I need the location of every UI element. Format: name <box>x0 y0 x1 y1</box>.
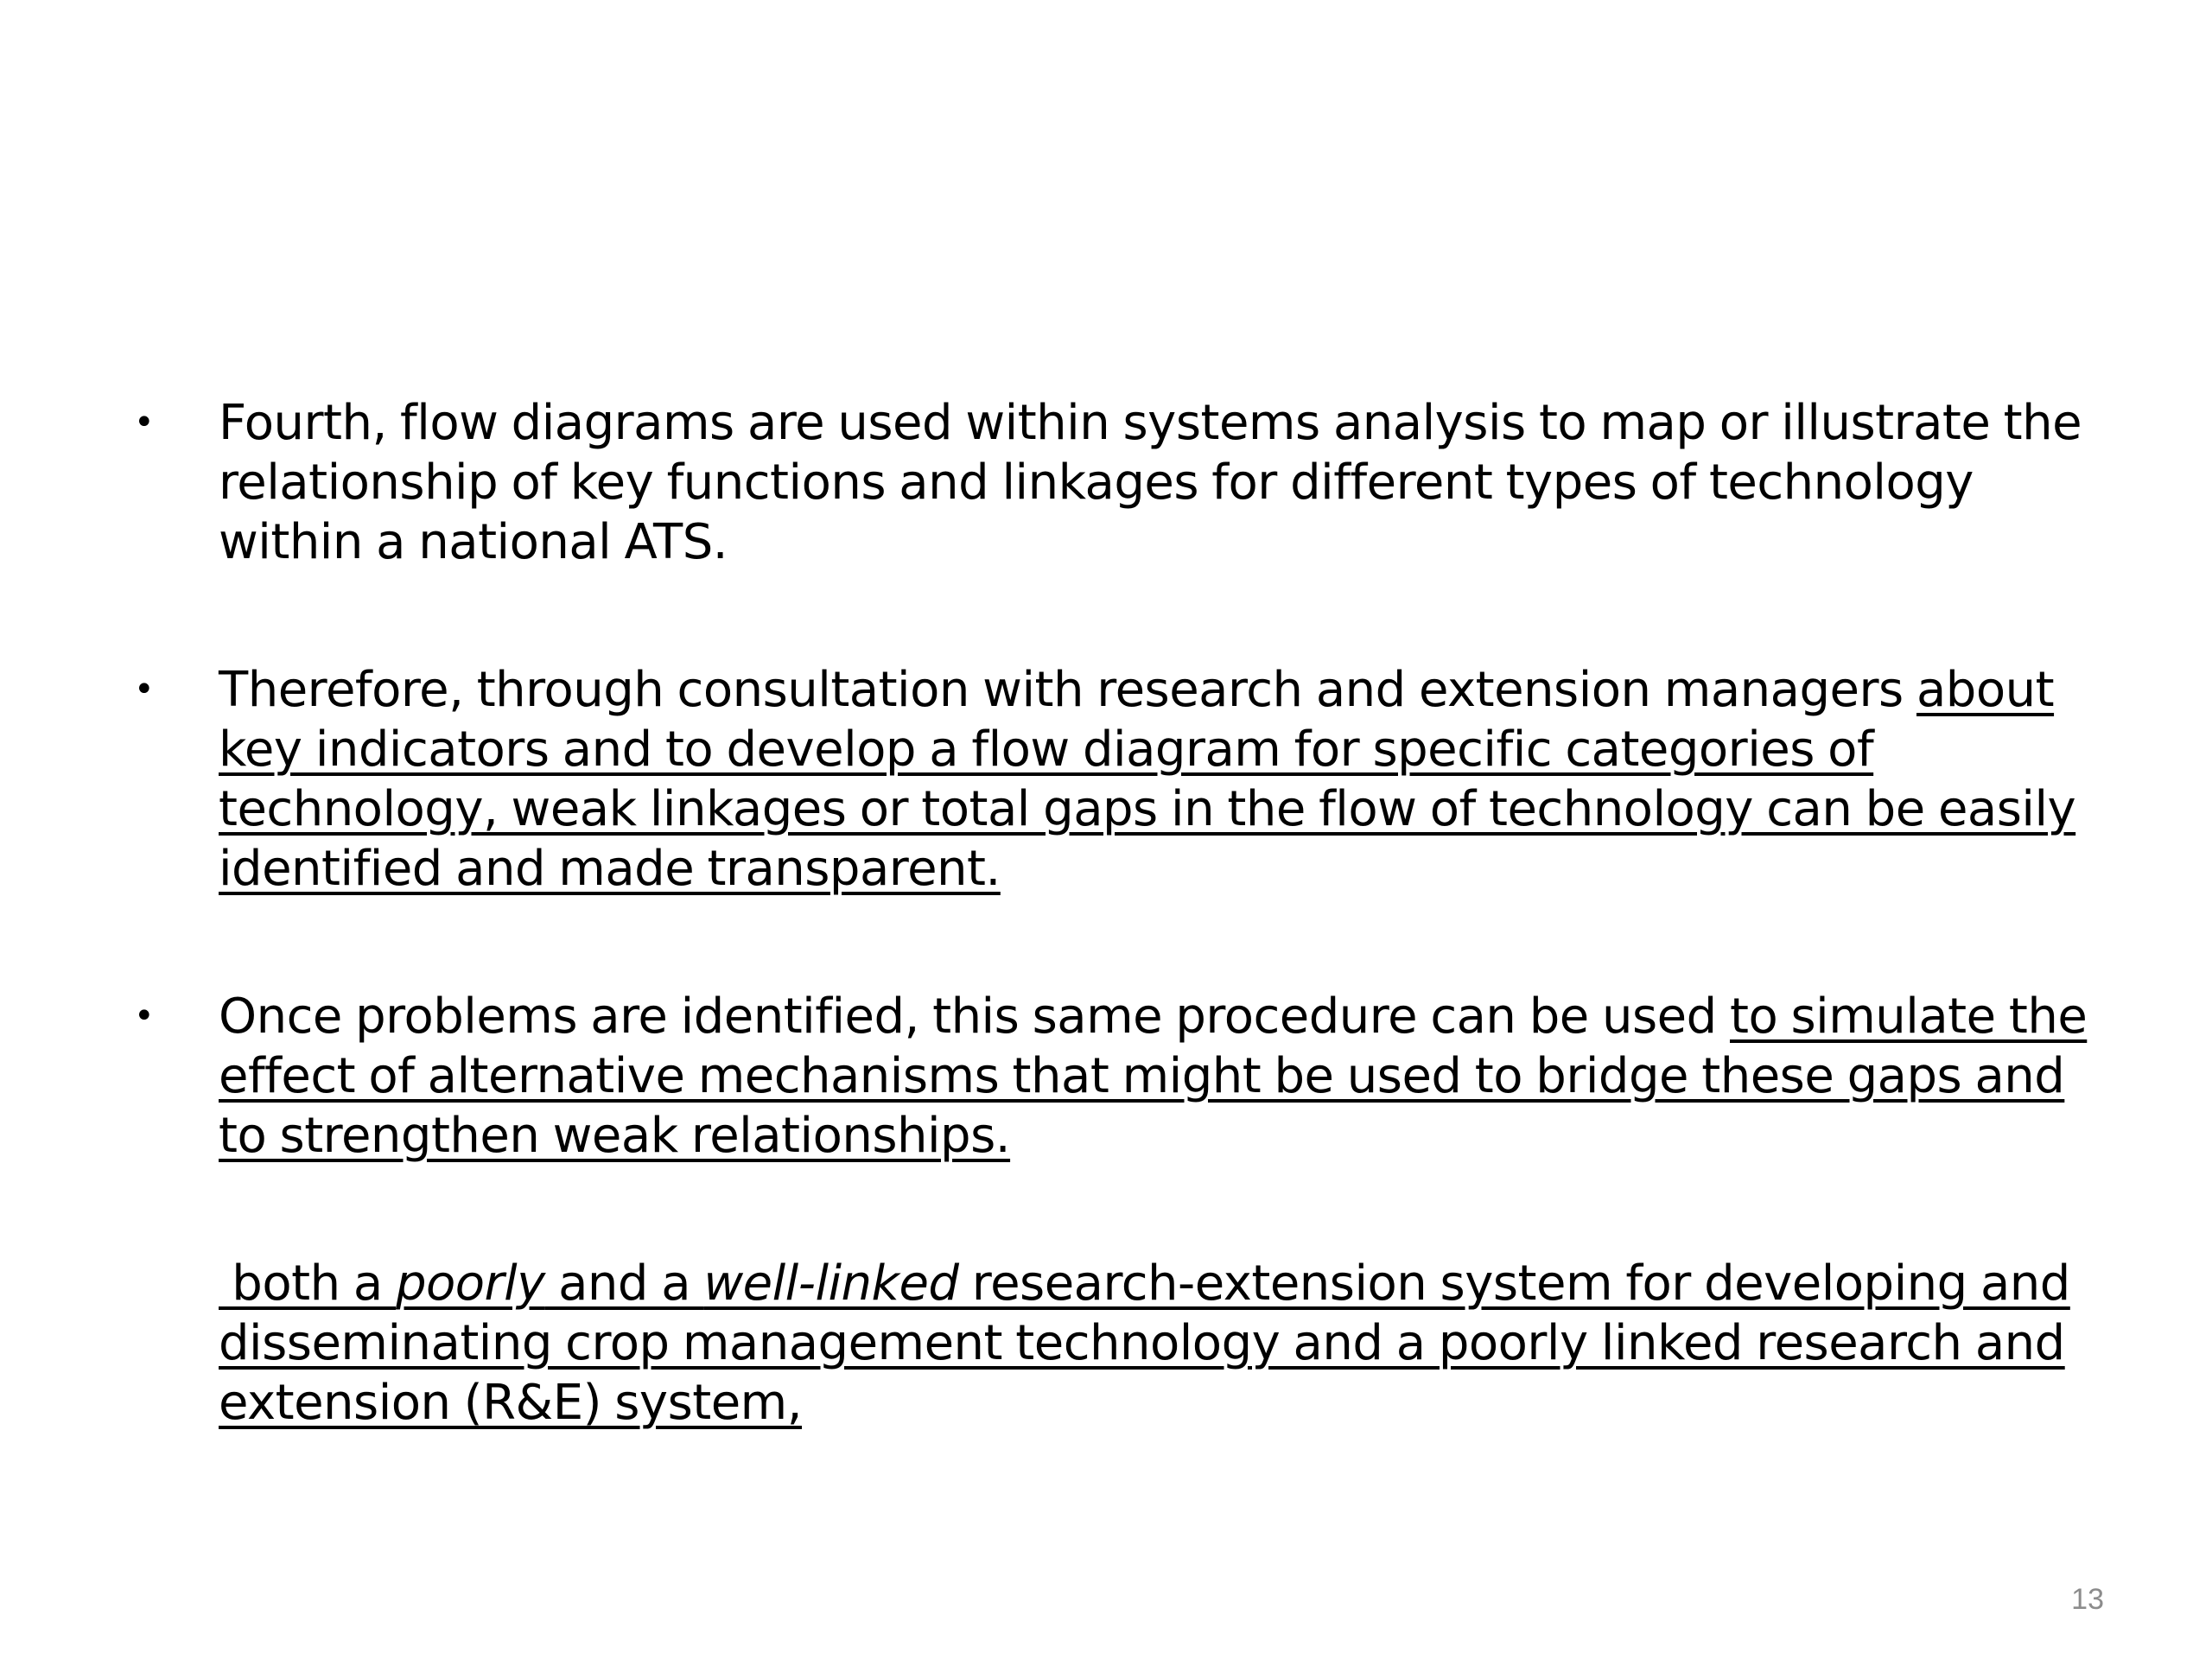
bullet-text-underlined: about key indicators and to develop a flow diagram for specific categories of technology, weak linkages or total gaps in the flow of technology can be easily identified and made transparent. <box>219 662 2076 897</box>
final-text-part3: research-extension system for developing and disseminating crop management technology and a poorly linked research and extension (R&E) system, <box>219 1255 2070 1431</box>
final-text-italic-well-linked: well-linked <box>703 1255 959 1312</box>
bullet-text: Fourth, flow diagrams are used within systems analysis to map or illustrate the relationship of key functions and linkages for different types of technology within a national ATS. <box>219 395 2082 570</box>
final-text-part2: and a <box>544 1255 704 1312</box>
page-number: 13 <box>2071 1583 2104 1616</box>
bullet-mark: • <box>134 670 155 709</box>
bullet-mark: • <box>134 996 155 1036</box>
bullet-mark: • <box>134 403 155 442</box>
slide-body <box>134 393 2121 1433</box>
bullet-item-2 <box>134 660 2121 899</box>
final-text-italic-poorly: poorly <box>395 1255 545 1312</box>
final-paragraph <box>134 1254 2121 1433</box>
bullet-text-plain: Therefore, through consultation with research and extension managers <box>219 662 1916 718</box>
final-paragraph-lead <box>134 1255 219 1312</box>
bullet-text-plain: Once problems are identified, this same procedure can be used <box>219 988 1730 1045</box>
bullet-item-3 <box>134 987 2121 1166</box>
bullet-text-underlined: to simulate the effect of alternative mechanisms that might be used to bridge these gaps and to strengthen weak relationships. <box>219 988 2088 1164</box>
final-text-part1: both a <box>219 1255 396 1312</box>
bullet-item-1 <box>134 393 2121 572</box>
